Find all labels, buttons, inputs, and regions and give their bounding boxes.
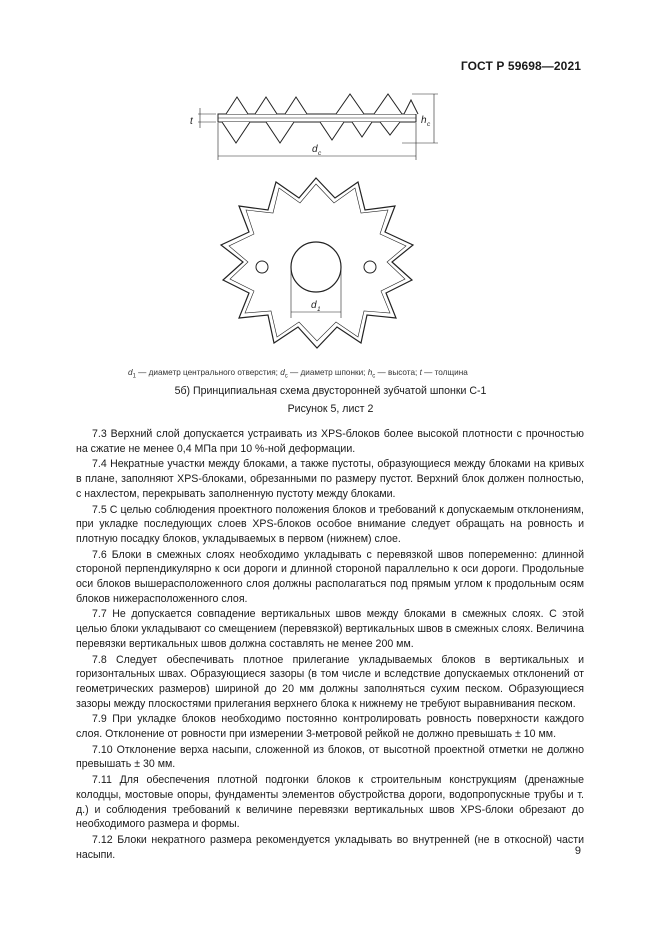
label-d1: d — [311, 300, 317, 311]
label-hc: h — [421, 115, 427, 126]
document-code: ГОСТ Р 59698—2021 — [460, 59, 581, 73]
upper-teeth — [226, 94, 418, 114]
paragraph-7-11: 7.11 Для обеспечения плотной подгонки блоков к строительным конструкциям (дренажные колодцы, мостовые опоры, фундаменты элементов обустройства дороги, водопропускные трубы и т. д.) и соблюдения требований к величине перевязки вертикальных швов XPS-блоки обрезают до необходимого размера и формы. — [76, 774, 584, 831]
label-dc-sub: c — [318, 150, 322, 157]
side-hole-right — [364, 261, 376, 273]
label-d1-sub: 1 — [317, 306, 321, 313]
paragraph-7-9: 7.9 При укладке блоков необходимо постоянно контролировать ровность поверхности каждого слоя. Отклонение от ровности при измерении 3-метровой рейкой не должно превышать ± 10 мм. — [76, 713, 584, 741]
center-hole — [291, 242, 341, 292]
label-dc: d — [312, 144, 318, 155]
paragraph-7-3: 7.3 Верхний слой допускается устраивать из XPS-блоков более высокой плотности с прочностью на сжатие не менее 0,4 МПа при 10 %-ной деформации. — [76, 428, 584, 455]
side-hole-left — [256, 261, 268, 273]
label-hc-sub: c — [427, 121, 431, 128]
paragraph-7-6: 7.6 Блоки в смежных слоях необходимо укладывать с перевязкой швов попеременно: длинной стороной перпендикулярно к оси дороги и длинной стороной параллельно к оси дороги. Продольные оси блоков вышерасположенного слоя должны располагаться под прямым углом к продольным осям блоков нижерасположенного слоя. — [76, 548, 584, 605]
paragraph-7-4: 7.4 Некратные участки между блоками, а также пустоты, образующиеся между блоками на кривых в плане, заполняют XPS-блоками, обрезанными по размеру пустот. Верхний блок должен полностью, с нахлестом, перекрывать заполненную пустоту между блоками. — [76, 458, 584, 500]
paragraph-7-7: 7.7 Не допускается совпадение вертикальных швов между блоками в смежных слоях. С этой целью блоки укладывают со смещением (перевязкой) вертикальных швов в смежных слоях. Величина перевязки вертикальных швов должна составлять не менее 200 мм. — [76, 608, 584, 650]
figure-caption: Рисунок 5, лист 2 — [287, 403, 374, 415]
figure-subcaption: 5б) Принципиальная схема двусторонней зубчатой шпонки С-1 — [174, 385, 487, 397]
paragraph-7-5: 7.5 С целью соблюдения проектного положения блоков и требований к допускаемым отклонениям, при укладке последующих слоев XPS-блоков особое внимание следует обращать на ровность и плотную посадку блоков, укладываемых в первом (нижнем) слое. — [76, 503, 584, 545]
paragraph-7-12: 7.12 Блоки некратного размера рекомендуется укладывать во внутренней (не в откосной) части насыпи. — [76, 833, 584, 861]
connector-top-view — [221, 178, 413, 348]
paragraph-7-10: 7.10 Отклонение верха насыпи, сложенной из блоков, от высотной проектной отметки не должно превышать ± 30 мм. — [76, 743, 584, 771]
body-text — [76, 427, 584, 863]
figure-legend: $d_1$ — диаметр центрального отверстия; $d_c$ — диаметр шпонки; $h_c$ — высота; t — толщина — [128, 368, 468, 380]
lower-teeth — [222, 122, 400, 143]
label-t: t — [190, 116, 193, 127]
paragraph-7-8: 7.8 Следует обеспечивать плотное прилегание укладываемых блоков в вертикальных и горизонтальных швах. Образующиеся зазоры (в том числе и вследствие допускаемых отклонений от геометрических размеров) шириной до 20 мм должны заполняться сухим песком. Образующиеся зазоры между плоскостями прилегания верхнего блока к нижнему не требуют выравнивания песком. — [76, 653, 584, 710]
page-number: 9 — [574, 845, 581, 857]
